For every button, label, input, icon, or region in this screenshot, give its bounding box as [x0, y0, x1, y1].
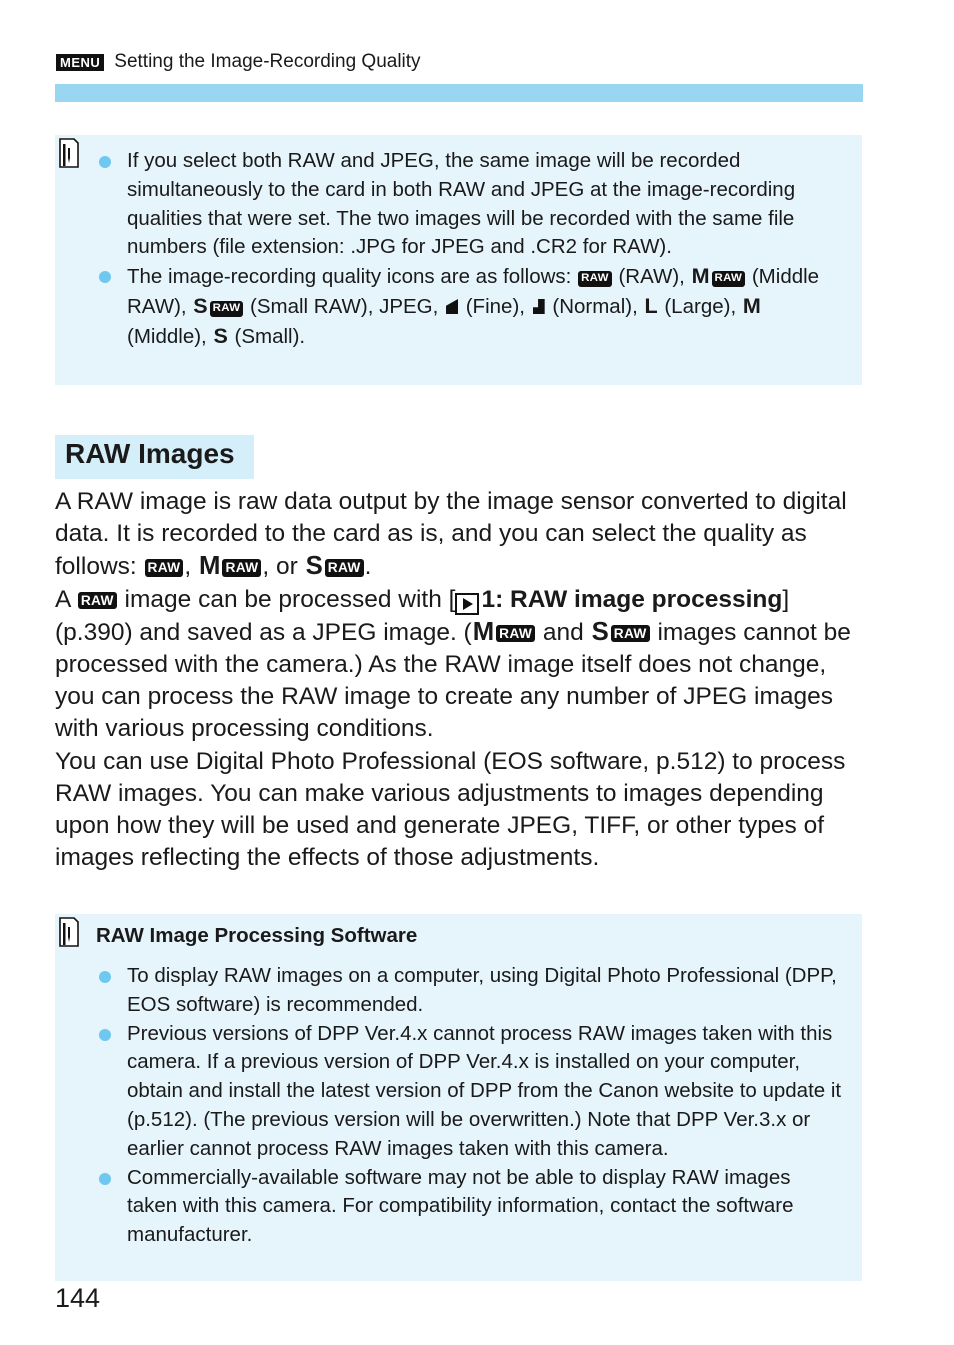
raw-icon: RAW [496, 625, 535, 643]
note-item-text: Previous versions of DPP Ver.4.x cannot process RAW images taken with this camera. If a previous version of DPP Ver.4.x is installed on your computer, obtain and install the latest version of DPP from the Canon website to update it (p.512). (The previous version will be overwritten.) Note that DPP Ver.3.x or earlier cannot process RAW images taken with this camera. [127, 1021, 842, 1160]
small-size-icon: S [591, 617, 609, 646]
body-text [55, 486, 865, 874]
section-title: RAW Images [65, 438, 235, 469]
raw-icon: RAW [578, 271, 612, 286]
middle-size-icon: M [199, 552, 221, 581]
raw-icon: RAW [222, 559, 261, 577]
note-item-text: The image-recording quality icons are as follows: [127, 265, 572, 289]
small-size-icon: S [213, 323, 228, 348]
note-title: RAW Image Processing Software [96, 924, 418, 947]
menu-icon: MENU [56, 54, 104, 71]
text: A RAW image is raw data output by the image sensor converted to digital data. It is recorded to the card as is, and you can select the quality as follows: [55, 488, 847, 581]
note-icon [58, 917, 80, 947]
note-list [99, 147, 842, 352]
list-item [99, 1020, 842, 1164]
bullet-icon [99, 156, 111, 168]
note-item-text: (Fine), [465, 294, 525, 318]
note-item-text: If you select both RAW and JPEG, the same image will be recorded simultaneously to the card in both RAW and JPEG at the image-recording qualities that were set. The two images will be recorded with the same file numbers (file extension: .JPG for JPEG and .CR2 for RAW). [127, 149, 796, 259]
bullet-icon [99, 971, 111, 983]
note-icon [58, 138, 80, 168]
text: . [364, 553, 372, 581]
note-item-text: Commercially-available software may not be able to display RAW images taken with this camera. For compatibility information, contact the software manufacturer. [127, 1165, 794, 1247]
menu-reference: 1: RAW image processing [481, 585, 783, 613]
fine-quality-icon [446, 299, 458, 314]
text: A [55, 585, 70, 613]
small-size-icon: S [305, 552, 323, 581]
text: , [184, 553, 192, 581]
page-number: 144 [55, 1283, 101, 1313]
list-item [99, 147, 842, 262]
normal-quality-icon [533, 299, 545, 314]
note-item-text: (Middle RAW), [127, 265, 820, 318]
playback-icon [455, 593, 479, 615]
note-item-text: (Middle), [127, 324, 207, 348]
note-box-raw-software [55, 914, 862, 1281]
note-item-text: (Large), [664, 294, 737, 318]
raw-icon: RAW [145, 559, 184, 577]
note-item-text: (Small). [234, 324, 306, 348]
note-list [99, 962, 842, 1250]
text: , or [262, 553, 298, 581]
raw-icon: RAW [611, 625, 650, 643]
header-title: Setting the Image-Recording Quality [114, 51, 421, 72]
note-item-text: (RAW), [618, 265, 685, 289]
text: and [542, 618, 584, 646]
raw-icon: RAW [78, 592, 117, 610]
note-item-text: (Small RAW), JPEG, [250, 294, 439, 318]
small-size-icon: S [193, 293, 208, 318]
text: ] (p.390) and saved as a JPEG image. ( [55, 585, 790, 646]
middle-size-icon: M [472, 617, 495, 646]
section-heading [55, 435, 254, 479]
raw-icon: RAW [712, 271, 746, 286]
middle-size-icon: M [742, 293, 761, 318]
text: image can be processed with [ [124, 585, 456, 613]
paragraph [55, 584, 865, 746]
raw-icon: RAW [210, 301, 244, 316]
bullet-icon [99, 271, 111, 283]
list-item [99, 262, 842, 351]
bullet-icon [99, 1173, 111, 1185]
list-item [99, 962, 842, 1020]
header-bar [55, 84, 863, 102]
raw-icon: RAW [325, 559, 364, 577]
large-size-icon: L [644, 293, 658, 318]
paragraph [55, 486, 865, 584]
note-item-text: To display RAW images on a computer, using Digital Photo Professional (DPP, EOS software) is recommended. [127, 964, 837, 1016]
paragraph: You can use Digital Photo Professional (EOS software, p.512) to process RAW images. You can make various adjustments to images depending upon how they will be used and generate JPEG, TIFF, or other types of images reflecting the effects of those adjustments. [55, 747, 846, 872]
page-header [56, 50, 421, 74]
note-box-quality-info [55, 135, 862, 385]
note-item-text: (Normal), [552, 294, 638, 318]
bullet-icon [99, 1029, 111, 1041]
middle-size-icon: M [691, 264, 710, 289]
list-item [99, 1164, 842, 1250]
text: images cannot be processed with the camera.) As the RAW image itself does not change, you can process the RAW image to create any number of JPEG images with various processing conditions. [55, 618, 851, 743]
